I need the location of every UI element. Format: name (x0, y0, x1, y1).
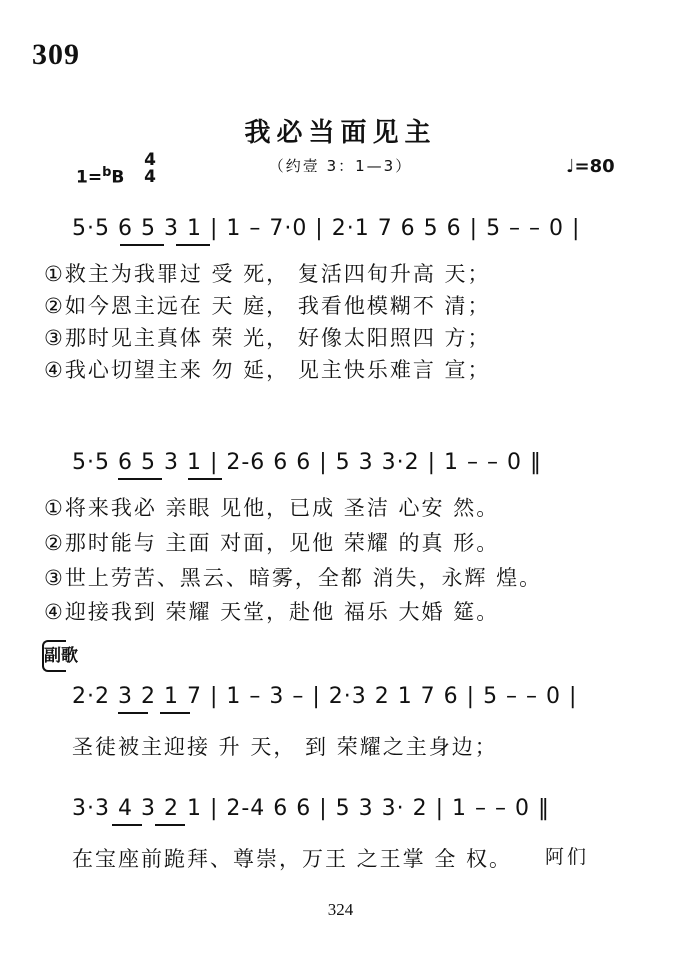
time-signature (140, 152, 160, 186)
verse-lyric-4: ④我心切望主来 勿 延， 见主快乐难言 宣； (44, 358, 491, 382)
hymn-title: 我必当面见主 (244, 118, 437, 148)
amen-text: 阿们 (545, 846, 590, 868)
time-signature-top: 4 (144, 150, 156, 170)
hymn-number: 309 (32, 38, 80, 71)
key-signature (76, 165, 124, 188)
verse-lyric-1: ①救主为我罪过 受 死， 复活四旬升高 天； (44, 262, 491, 286)
refrain-notation: 5·5 6 5 3 1 | 2-6 6 6 | 5 3 3·2 | 1 – – 0 ‖ (72, 450, 542, 475)
refrain-lyric-2: ②那时能与 主面 对面，见他 荣耀 的真 形。 (44, 531, 500, 555)
chorus-notation-2: 3·3 4 3 2 1 | 2-4 6 6 | 5 3 3· 2 | 1 – – 0 ‖ (72, 796, 550, 821)
beam-mark (118, 478, 162, 480)
chorus-notation-1: 2·2 3 2 1 7 | 1 – 3 – | 2·3 2 1 7 6 | 5 – – 0 | (72, 684, 578, 709)
refrain-lyric-3: ③世上劳苦、黑云、暗雾，全都 消失，永辉 煌。 (44, 566, 543, 590)
beam-mark (160, 712, 190, 714)
beam-mark (112, 824, 142, 826)
refrain-lyric-1: ①将来我必 亲眼 见他，已成 圣洁 心安 然。 (44, 496, 500, 520)
beam-mark (188, 478, 222, 480)
verse-lyric-2: ②如今恩主远在 天 庭， 我看他模糊不 清； (44, 294, 491, 318)
key-note: B (111, 167, 125, 188)
page-number: 324 (327, 900, 354, 919)
beam-mark (118, 712, 148, 714)
key-prefix: 1= (76, 167, 103, 188)
tempo-marking: ♩=80 (566, 156, 615, 177)
scripture-reference: （约壹 3：1—3） (268, 157, 413, 175)
chorus-lyric-1: 圣徒被主迎接 升 天， 到 荣耀之主身边； (72, 735, 498, 759)
key-flat: b (102, 165, 112, 180)
verse-lyric-3: ③那时见主真体 荣 光， 好像太阳照四 方； (44, 326, 491, 350)
verse-notation: 5·5 6 5 3 1 | 1 – 7·0 | 2·1 7 6 5 6 | 5 – – 0 | (72, 216, 581, 241)
time-signature-bottom: 4 (144, 167, 156, 187)
refrain-lyric-4: ④迎接我到 荣耀 天堂，赴他 福乐 大婚 筵。 (44, 600, 500, 624)
beam-mark (155, 824, 185, 826)
beam-mark (176, 244, 210, 246)
beam-mark (120, 244, 164, 246)
chorus-label: 副歌 (42, 640, 66, 672)
chorus-lyric-2: 在宝座前跪拜、尊崇，万王 之王掌 全 权。 (72, 847, 513, 871)
